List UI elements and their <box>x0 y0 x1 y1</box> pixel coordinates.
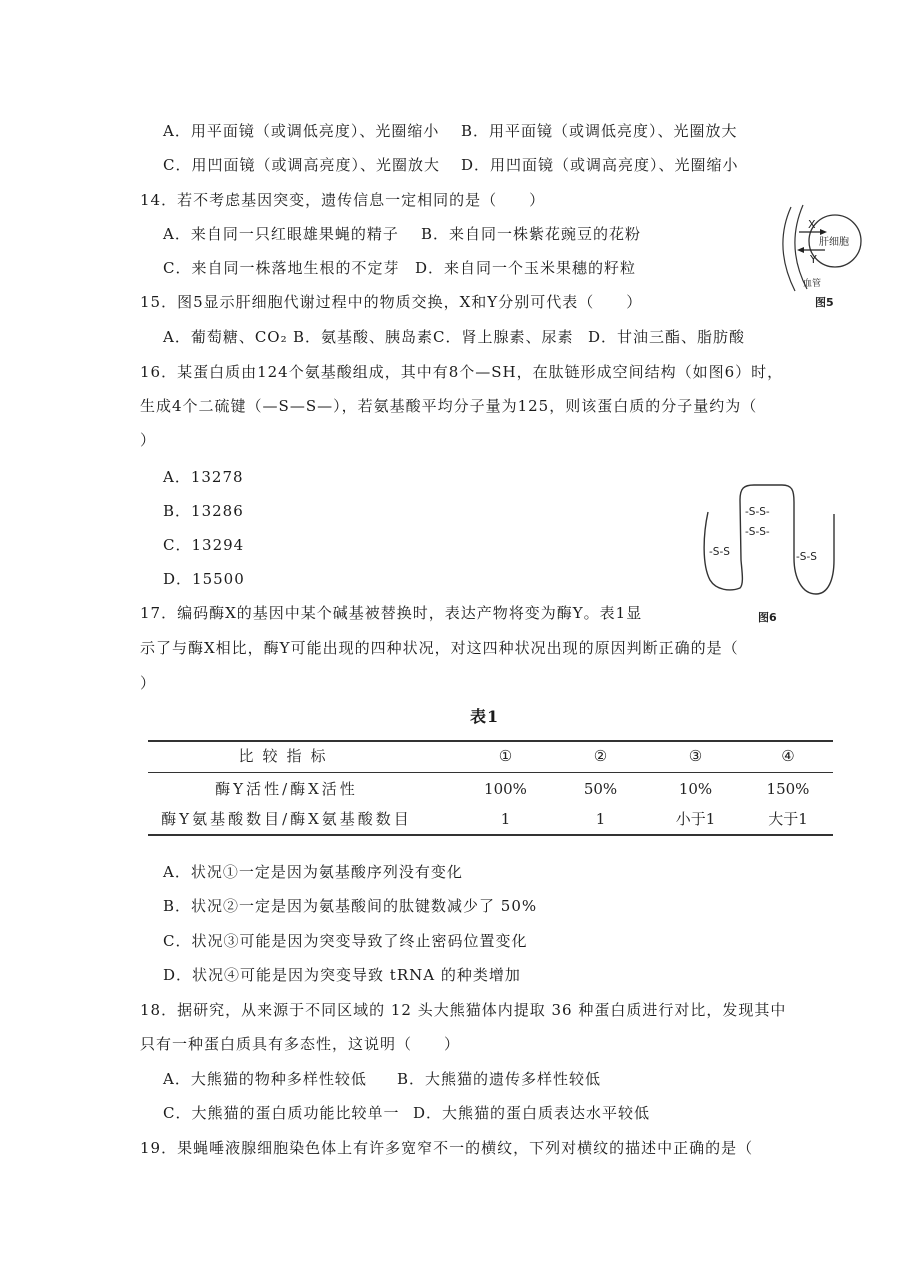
table-bottom-rule <box>148 834 833 836</box>
q16-stem-line-1: 16．某蛋白质由124个氨基酸组成，其中有8个—SH，在肽链形成空间结构（如图6）时， <box>140 363 784 381</box>
figure-5-cell-label: 肝细胞 <box>819 237 849 248</box>
y-arrow-head <box>797 247 804 253</box>
figure-5-label-y: Y <box>810 253 817 266</box>
figure-5-vessel-label: 血管 <box>803 279 822 289</box>
q18-stem-line-1: 18．据研究，从来源于不同区域的 12 头大熊猫体内提取 36 种蛋白质进行对比，发现其中 <box>140 1001 787 1019</box>
q16-option-c: C．13294 <box>163 536 245 554</box>
table-cell: 100% <box>484 780 527 798</box>
q17-option-b: B．状况②一定是因为氨基酸间的肽键数减少了 50% <box>163 897 538 915</box>
q14-stem: 14．若不考虑基因突变，遗传信息一定相同的是（ ） <box>140 191 546 209</box>
q15-option-c: C．肾上腺素、尿素 <box>433 328 574 346</box>
table-header-cell: ② <box>593 747 608 765</box>
q14-option-c: C．来自同一株落地生根的不定芽 <box>163 259 400 277</box>
x-arrow-head <box>820 229 827 235</box>
q16-stem-line-2: 生成4个二硫键（—S—S—），若氨基酸平均分子量为125，则该蛋白质的分子量约为（ <box>140 397 758 415</box>
disulfide-bond-left: -S-S <box>709 546 730 558</box>
q13-option-c: C．用凹面镜（或调高亮度）、光圈放大 <box>163 156 440 174</box>
table-header-cell: ④ <box>781 747 795 765</box>
q17-stem-line-2: 示了与酶X相比，酶Y可能出现的四种状况，对这四种状况出现的原因判断正确的是（ <box>140 639 739 657</box>
disulfide-bond-middle-top: -S-S- <box>745 506 770 518</box>
disulfide-bond-middle-bottom: -S-S- <box>745 526 770 538</box>
table-cell: 1 <box>500 810 511 828</box>
table-cell: 小于1 <box>675 810 716 828</box>
table-1-title: 表1 <box>470 707 500 726</box>
figure-5-label-x: X <box>808 218 816 231</box>
q17-option-d: D．状况④可能是因为突变导致 tRNA 的种类增加 <box>163 966 521 984</box>
q13-option-a: A．用平面镜（或调低亮度）、光圈缩小 <box>163 122 440 140</box>
q17-option-a: A．状况①一定是因为氨基酸序列没有变化 <box>163 863 463 881</box>
q13-option-d: D．用凹面镜（或调高亮度）、光圈缩小 <box>461 156 739 174</box>
figure-5-svg <box>775 203 870 313</box>
table-cell: 150% <box>766 780 810 798</box>
table-row-label: 酶Y氨基酸数目/酶X氨基酸数目 <box>161 810 412 828</box>
q15-option-a: A．葡萄糖、CO₂ <box>163 328 288 346</box>
q17-stem-line-1: 17．编码酶X的基因中某个碱基被替换时，表达产物将变为酶Y。表1显 <box>140 604 643 622</box>
q19-stem: 19．果蝇唾液腺细胞染色体上有许多宽窄不一的横纹，下列对横纹的描述中正确的是（ <box>140 1139 754 1157</box>
q17-option-c: C．状况③可能是因为突变导致了终止密码位置变化 <box>163 932 528 950</box>
figure-6-protein-structure-diagram <box>698 480 838 625</box>
q15-option-b: B．氨基酸、胰岛素 <box>293 328 434 346</box>
q16-stem-line-3: ） <box>140 431 157 449</box>
table-header-cell: ③ <box>688 747 703 765</box>
q18-stem-line-2: 只有一种蛋白质具有多态性，这说明（ ） <box>140 1035 461 1053</box>
figure-5-liver-cell-diagram <box>775 203 870 313</box>
q15-stem: 15．图5显示肝细胞代谢过程中的物质交换，X和Y分别可代表（ ） <box>140 293 643 311</box>
vessel-wall-inner <box>795 205 807 289</box>
table-cell: 50% <box>583 780 618 798</box>
q16-option-b: B．13286 <box>163 502 244 520</box>
peptide-chain <box>704 485 834 594</box>
table-header-cell: ① <box>498 747 513 765</box>
figure-5-caption: 图5 <box>815 296 834 309</box>
q16-option-a: A．13278 <box>163 468 244 486</box>
q17-stem-line-3: ） <box>140 674 157 692</box>
table-header-label: 比较指标 <box>238 747 335 765</box>
table-header-rule <box>148 772 833 773</box>
table-top-rule <box>148 740 833 742</box>
figure-6-caption: 图6 <box>758 611 777 624</box>
table-1 <box>148 738 833 838</box>
table-cell: 1 <box>595 810 606 828</box>
q14-option-a: A．来自同一只红眼雄果蝇的精子 <box>163 225 399 243</box>
q18-option-d: D．大熊猫的蛋白质表达水平较低 <box>413 1104 651 1122</box>
q18-option-c: C．大熊猫的蛋白质功能比较单一 <box>163 1104 400 1122</box>
q16-option-d: D．15500 <box>163 570 245 588</box>
q18-option-a: A．大熊猫的物种多样性较低 <box>163 1070 367 1088</box>
q14-option-b: B．来自同一株紫花豌豆的花粉 <box>421 225 642 243</box>
q13-option-b: B．用平面镜（或调低亮度）、光圈放大 <box>461 122 738 140</box>
q14-option-d: D．来自同一个玉米果穗的籽粒 <box>415 259 637 277</box>
table-cell: 大于1 <box>768 810 808 828</box>
table-row-label: 酶Y活性/酶X活性 <box>215 780 358 798</box>
table-cell: 10% <box>678 780 713 798</box>
q18-option-b: B．大熊猫的遗传多样性较低 <box>397 1070 602 1088</box>
q15-option-d: D．甘油三酯、脂肪酸 <box>588 328 746 346</box>
vessel-wall-outer <box>783 207 795 291</box>
figure-6-svg <box>698 480 838 625</box>
disulfide-bond-right: -S-S <box>796 551 817 563</box>
